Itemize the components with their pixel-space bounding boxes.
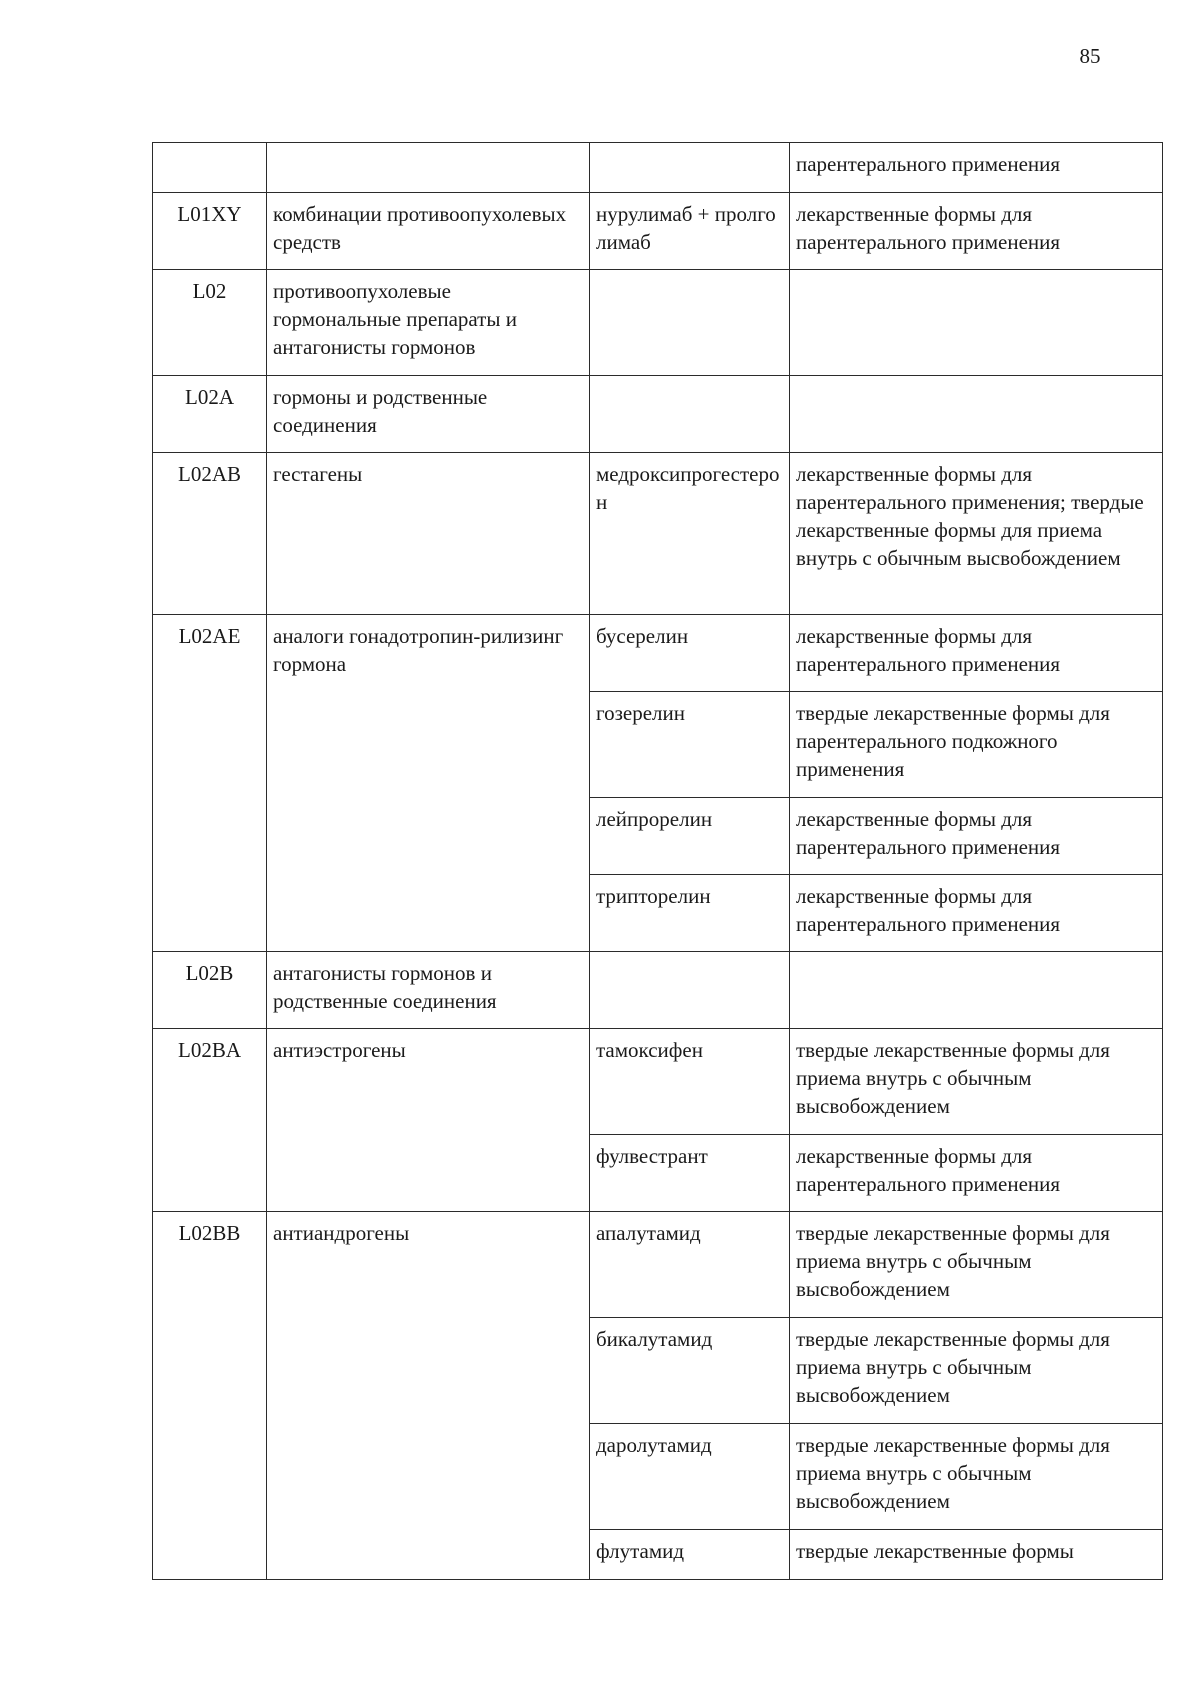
pharm-group: гестагены — [267, 453, 590, 615]
dosage-form: твердые лекарственные формы — [790, 1530, 1163, 1580]
drug-name — [590, 143, 790, 193]
table-row — [153, 1212, 1163, 1318]
drug-name: гозерелин — [590, 692, 790, 798]
dosage-form: лекарственные формы для парентерального применения — [790, 193, 1163, 270]
drug-name: даролутамид — [590, 1424, 790, 1530]
atc-code — [153, 143, 267, 193]
drug-name — [590, 376, 790, 453]
atc-code: L02 — [153, 270, 267, 376]
drug-name: флутамид — [590, 1530, 790, 1580]
dosage-form: лекарственные формы для парентерального применения — [790, 875, 1163, 952]
dosage-form: лекарственные формы для парентерального применения — [790, 615, 1163, 692]
atc-code: L02BA — [153, 1029, 267, 1212]
dosage-form — [790, 376, 1163, 453]
drug-name — [590, 952, 790, 1029]
atc-code: L02BB — [153, 1212, 267, 1580]
drug-name: бикалутамид — [590, 1318, 790, 1424]
atc-code: L01XY — [153, 193, 267, 270]
drug-name: лейпрорелин — [590, 798, 790, 875]
pharm-group: противоопухолевые гормональные препараты и антагонисты гормонов — [267, 270, 590, 376]
drug-name: тамоксифен — [590, 1029, 790, 1135]
pharm-group: аналоги гонадотропин-рилизинг гормона — [267, 615, 590, 952]
drug-name: апалутамид — [590, 1212, 790, 1318]
dosage-form — [790, 270, 1163, 376]
atc-code: L02AE — [153, 615, 267, 952]
table-row — [153, 615, 1163, 692]
pharm-group: антагонисты гормонов и родственные соединения — [267, 952, 590, 1029]
atc-code: L02B — [153, 952, 267, 1029]
table-row — [153, 270, 1163, 376]
drug-name: фулвестрант — [590, 1135, 790, 1212]
dosage-form: лекарственные формы для парентерального применения; твердые лекарственные формы для приема внутрь с обычным высвобождением — [790, 453, 1163, 615]
table-row — [153, 376, 1163, 453]
pharm-group: антиандрогены — [267, 1212, 590, 1580]
drug-name: бусерелин — [590, 615, 790, 692]
atc-code: L02AB — [153, 453, 267, 615]
dosage-form: твердые лекарственные формы для приема внутрь с обычным высвобождением — [790, 1318, 1163, 1424]
drug-table — [152, 142, 1163, 1580]
table-row — [153, 193, 1163, 270]
dosage-form: твердые лекарственные формы для приема внутрь с обычным высвобождением — [790, 1212, 1163, 1318]
dosage-form: твердые лекарственные формы для парентерального подкожного применения — [790, 692, 1163, 798]
drug-name: медроксипрогестерон — [590, 453, 790, 615]
table-row — [153, 1029, 1163, 1135]
pharm-group: гормоны и родственные соединения — [267, 376, 590, 453]
dosage-form — [790, 952, 1163, 1029]
pharm-group — [267, 143, 590, 193]
table-row — [153, 952, 1163, 1029]
drug-name: нурулимаб + пролголимаб — [590, 193, 790, 270]
dosage-form: твердые лекарственные формы для приема внутрь с обычным высвобождением — [790, 1424, 1163, 1530]
page-number: 85 — [1079, 44, 1101, 68]
table-row — [153, 453, 1163, 615]
pharm-group: антиэстрогены — [267, 1029, 590, 1212]
dosage-form: парентерального применения — [790, 143, 1163, 193]
pharm-group: комбинации противоопухолевых средств — [267, 193, 590, 270]
dosage-form: твердые лекарственные формы для приема внутрь с обычным высвобождением — [790, 1029, 1163, 1135]
table-row — [153, 143, 1163, 193]
atc-code: L02A — [153, 376, 267, 453]
dosage-form: лекарственные формы для парентерального применения — [790, 1135, 1163, 1212]
drug-name: трипторелин — [590, 875, 790, 952]
dosage-form: лекарственные формы для парентерального применения — [790, 798, 1163, 875]
drug-name — [590, 270, 790, 376]
